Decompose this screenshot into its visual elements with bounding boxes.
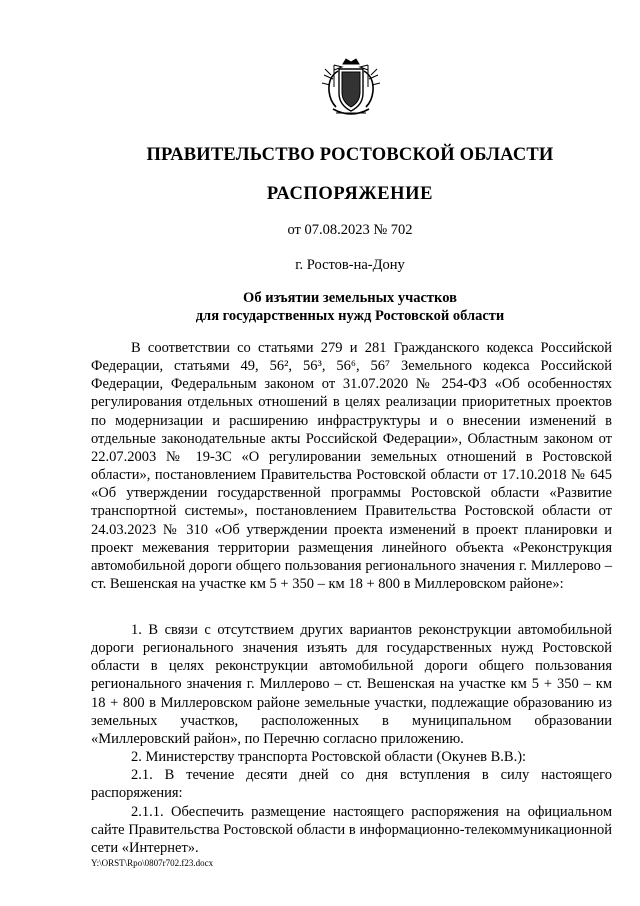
- item-2-1: 2.1. В течение десяти дней со дня вступления в силу настоящего распоряжения:: [91, 767, 612, 802]
- government-title: ПРАВИТЕЛЬСТВО РОСТОВСКОЙ ОБЛАСТИ: [146, 145, 554, 165]
- items-block: [91, 621, 612, 857]
- subject-line-2: для государственных нужд Ростовской области: [195, 308, 505, 324]
- preamble-paragraph: В соответствии со статьями 279 и 281 Гражданского кодекса Российской Федерации, статьями 49, 56², 56³, 56⁶, 56⁷ Земельного кодекса Российской Федерации, Федеральным законом от 31.07.2020 № 254-ФЗ «Об особенностях регулирования отдельных отношений в целях реализации приоритетных проектов по модернизации и расширению инфраструктуры и о внесении изменений в отдельные законодательные акты Российской Федерации», Областным законом от 22.07.2003 № 19-ЗС «О регулировании земельных отношений в Ростовской области», постановлением Правительства Ростовской области от 17.10.2018 № 645 «Об утверждении государственной программы Ростовской области «Развитие транспортной системы», постановлением Правительства Ростовской области от 24.03.2023 № 310 «Об утверждении проекта изменений в проект планировки и проект межевания территории размещения линейного объекта «Реконструкция автомобильной дороги общего пользования регионального значения г. Миллерово – ст. Вешенская на участке км 5 + 350 – км 18 + 800 в Миллеровском районе»:: [91, 340, 612, 593]
- item-2-1-1: 2.1.1. Обеспечить размещение настоящего распоряжения на официальном сайте Правительства Ростовской области в информационно-телекоммуникационной сети «Интернет».: [91, 803, 612, 856]
- document-type: РАСПОРЯЖЕНИЕ: [266, 184, 434, 204]
- date-number: от 07.08.2023 № 702: [287, 222, 413, 238]
- subject-line-1: Об изъятии земельных участков: [243, 290, 457, 306]
- item-1: 1. В связи с отсутствием других вариантов реконструкции автомобильной дороги регионального значения изъять для государственных нужд Ростовской области в целях реконструкции автомобильной дороги общего пользования регионального значения г. Миллерово – ст. Вешенская на участке км 5 + 350 – км 18 + 800 в Миллеровском районе земельные участки, подлежащие образованию из земельных участков, расположенных в муниципальном образовании «Миллеровский район», по Перечню согласно приложению.: [91, 622, 612, 747]
- coat-of-arms-icon: [316, 57, 386, 121]
- preamble-block: [91, 339, 612, 593]
- item-2: 2. Министерству транспорта Ростовской области (Окунев В.В.):: [131, 749, 527, 766]
- file-path-footer: Y:\ORST\Rpo\0807r702.f23.docx: [91, 858, 214, 868]
- city: г. Ростов-на-Дону: [295, 257, 405, 273]
